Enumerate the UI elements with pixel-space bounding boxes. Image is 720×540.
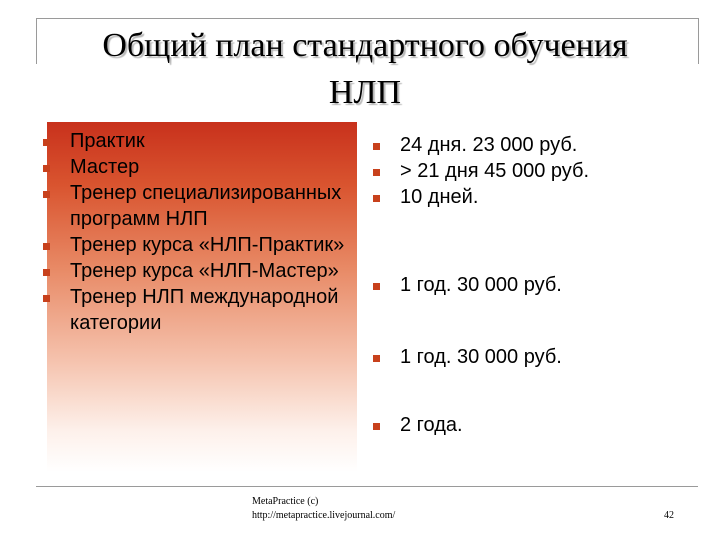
title-frame-left [36,18,37,64]
duration-price-label: 24 дня. 23 000 руб. [400,134,578,156]
list-item [370,344,670,370]
square-bullet-icon [373,355,380,362]
title-frame-top [36,18,698,19]
footer-url: http://metapractice.livejournal.com/ [252,510,396,521]
square-bullet-icon [43,295,50,302]
course-label: Тренер специализированных программ НЛП [70,182,342,230]
list-item [40,284,360,336]
list-item [370,132,670,158]
square-bullet-icon [43,191,50,198]
title-frame-right [698,18,699,64]
list-item [370,272,670,298]
square-bullet-icon [43,269,50,276]
square-bullet-icon [373,143,380,150]
page-number: 42 [664,510,674,521]
course-label: Тренер НЛП международной категории [70,286,339,334]
duration-price-list [370,132,670,438]
list-item [40,128,360,154]
square-bullet-icon [43,243,50,250]
footer-credit [252,495,395,523]
duration-price-label: > 21 дня 45 000 руб. [400,160,590,182]
square-bullet-icon [373,195,380,202]
duration-price-label: 1 год. 30 000 руб. [400,274,562,296]
slide-title [40,22,690,116]
footer-divider [36,486,698,487]
duration-price-label: 2 года. [400,414,463,436]
course-label: Тренер курса «НЛП-Мастер» [70,260,339,282]
footer-copyright: MetaPractice (c) [252,496,319,507]
title-line-2: НЛП [328,74,402,111]
course-label: Практик [70,130,145,152]
list-item [370,184,670,210]
square-bullet-icon [43,165,50,172]
square-bullet-icon [373,283,380,290]
list-item [370,412,670,438]
course-label: Тренер курса «НЛП-Практик» [70,234,345,256]
square-bullet-icon [373,423,380,430]
duration-price-label: 10 дней. [400,186,479,208]
list-item [40,154,360,180]
duration-price-label: 1 год. 30 000 руб. [400,346,562,368]
square-bullet-icon [43,139,50,146]
course-list [40,128,360,336]
course-label: Мастер [70,156,140,178]
square-bullet-icon [373,169,380,176]
list-item [370,158,670,184]
list-item [40,180,360,232]
title-line-1: Общий план стандартного обучения [102,27,628,64]
list-item [40,258,360,284]
list-item [40,232,360,258]
